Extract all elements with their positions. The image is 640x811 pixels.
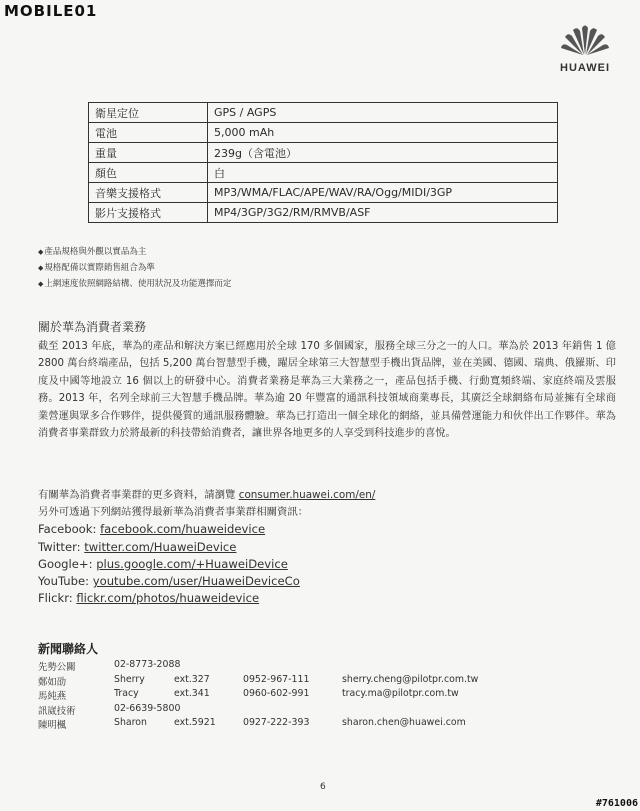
spec-table [88,102,558,223]
flickr-link[interactable]: flickr.com/photos/huaweidevice [76,591,260,606]
table-row: 衛星定位 GPS / AGPS [89,103,558,123]
huawei-logo [550,22,620,74]
watermark-logo: MOBILE01 [4,2,98,20]
page-number: 6 [320,782,326,792]
about-title: 關於華為消費者業務 [38,320,147,334]
social-flickr: Flickr: flickr.com/photos/huaweidevice [38,591,260,606]
table-row: 顏色 白 [89,163,558,183]
note-item: ◆ 規格配備以實際銷售組合為準 [38,260,231,276]
table-row: 音樂支援格式 MP3/WMA/FLAC/APE/WAV/RA/Ogg/MIDI/3GP [89,183,558,203]
huawei-petals-icon [559,22,611,56]
note-item: ◆ 產品規格與外觀以實品為主 [38,244,231,260]
note-item: ◆ 上網速度依照網路結構、使用狀況及功能選擇而定 [38,276,231,292]
table-row: 重量 239g（含電池） [89,143,558,163]
social-facebook: Facebook: facebook.com/huaweidevice [38,522,266,537]
more-info: 有關華為消費者事業群的更多資料，請瀏覽 consumer.huawei.com/en/ 另外可透過下列網站獲得最新華為消費者事業群相關資訊： Facebook: facebook.com/huaweidevice Twitter: twitter.com/HuaweiDevice Google+: plus.google.com/+HuaweiDevice YouTube: youtube.com/user/HuaweiDeviceCo Flickr: flickr.com/photos/huaweidevice [38,487,375,607]
facebook-link[interactable]: facebook.com/huaweidevice [100,522,266,537]
social-twitter: Twitter: twitter.com/HuaweiDevice [38,539,237,554]
table-row: 影片支援格式 MP4/3GP/3G2/RM/RMVB/ASF [89,203,558,223]
about-body: 截至 2013 年底，華為的產品和解決方案已經應用於全球 170 多個國家，服務全球三分之一的人口。華為於 2013 年銷售 1 億 2800 萬台終端產品，包括 5,200 萬台智慧型手機，躍居全球第三大智慧型手機出貨品牌，並在美國、德國、瑞典、俄羅斯、印度及中國等地設立 16 個以上的研發中心。消費者業務是華為三大業務之一，產品包括手機、行動寬頻終端、家庭終端及雲服務。2013 年，名列全球前三大智慧手機品牌。華為逾 20 年豐富的通訊科技領域商業專長，其廣泛全球網絡布局並擁有全球商業營運與眾多合作夥伴，提供優質的通訊服務體驗。華為已打造出一個全球化的網絡，並具備營運能力和伙伴出工作夥伴。華為消費者事業群致力於將最新的科技帶給消費者，讓世界各地更多的人享受到科技進步的喜悅。 [38,341,616,440]
brand-wordmark: HUAWEI [560,62,610,74]
contacts-title: 新聞聯絡人 [38,642,99,656]
social-youtube: YouTube: youtube.com/user/HuaweiDeviceCo [38,574,300,589]
table-row: 電池 5,000 mAh [89,123,558,143]
consumer-site-link[interactable]: consumer.huawei.com/en/ [238,489,376,501]
spec-notes [38,244,231,292]
twitter-link[interactable]: twitter.com/HuaweiDevice [84,539,237,554]
youtube-link[interactable]: youtube.com/user/HuaweiDeviceCo [92,574,300,589]
social-googleplus: Google+: plus.google.com/+HuaweiDevice [38,556,288,571]
googleplus-link[interactable]: plus.google.com/+HuaweiDevice [96,556,288,571]
watermark-id: #761006 [595,798,638,809]
